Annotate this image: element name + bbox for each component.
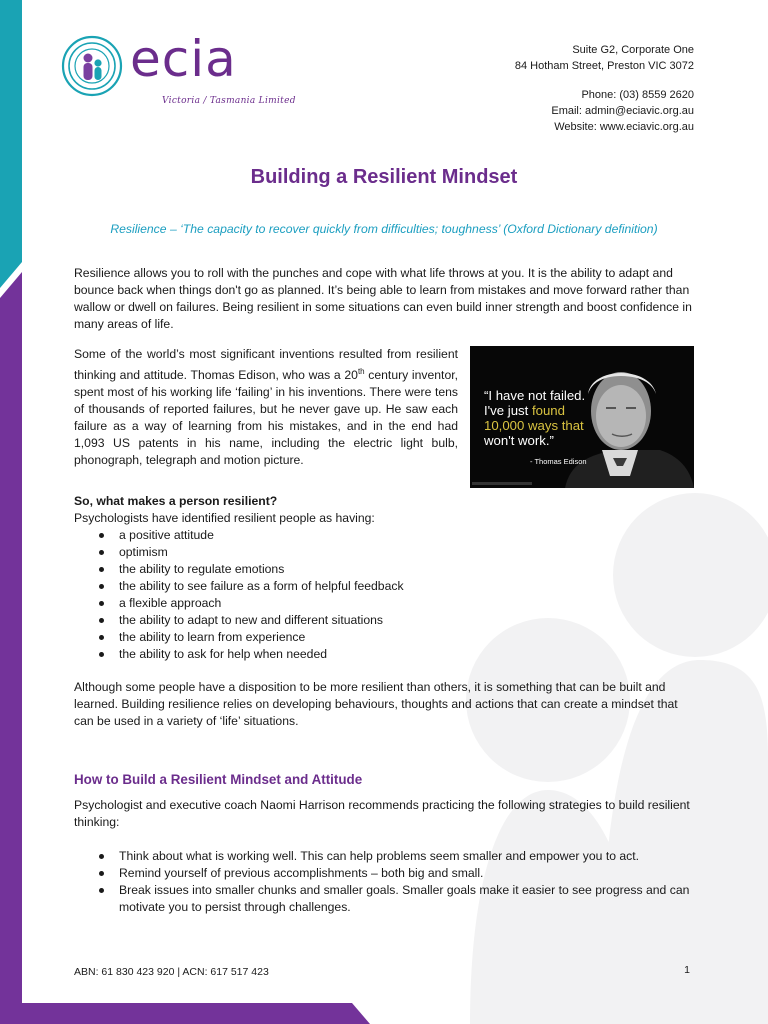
logo-subtitle: Victoria / Tasmania Limited (162, 96, 296, 106)
resilient-intro: Psychologists have identified resilient people as having: (74, 511, 375, 525)
quote-line-2 (484, 403, 604, 418)
edison-paragraph (74, 346, 458, 469)
quote-line-1: “I have not failed. (484, 388, 586, 403)
edison-text-sup: th (357, 367, 365, 376)
definition-line: Resilience – ‘The capacity to recover quickly from difficulties; toughness’ (Oxford Dictionary definition) (110, 222, 658, 236)
edison-text-part2: century inventor, spent most of his working life ‘failing’ in his inventions. There were tens of thousands of reported failures, but he never gave up. He saw each failure as a way of learning from his mistakes, and in the end had 1,093 US patents in his name, including the electric light bulb, phonograph, telegraph and motion picture. (74, 368, 458, 468)
contact-block (515, 42, 694, 135)
logo-wordmark: ecia (130, 30, 237, 88)
edison-text-part1: Some of the world’s most significant inventions resulted from resilient thinking and attitude. Thomas Edison, who was a 20 (74, 347, 458, 383)
page-title: Building a Resilient Mindset (250, 166, 518, 188)
list-item: Think about what is working well. This can help problems seem smaller and empower you to act. (74, 848, 696, 865)
footer-company-ids: ABN: 61 830 423 920 | ACN: 617 517 423 (74, 966, 269, 978)
list-item: the ability to adapt to new and different situations (74, 612, 696, 629)
intro-paragraph: Resilience allows you to roll with the punches and cope with what life throws at you. It is the ability to adapt and bounce back when things don't go as planned. It’s being able to learn from mistakes and move forward rather than wallow or dwell on failures. Being resilient in some situations can even build inner strength and boost confidence in many areas of life. (74, 266, 692, 331)
list-item: the ability to regulate emotions (74, 561, 696, 578)
address-line-1: Suite G2, Corporate One (572, 44, 694, 56)
how-intro-paragraph: Psychologist and executive coach Naomi Harrison recommends practicing the following strategies to build resilient thinking: (74, 798, 690, 829)
list-item: a positive attitude (74, 527, 696, 544)
list-item: the ability to see failure as a form of helpful feedback (74, 578, 696, 595)
strategies-list (74, 848, 696, 916)
list-item: a flexible approach (74, 595, 696, 612)
list-item: the ability to ask for help when needed (74, 646, 696, 663)
traits-list (74, 527, 696, 663)
ecia-logo (58, 30, 298, 114)
list-item: optimism (74, 544, 696, 561)
list-item: Remind yourself of previous accomplishments – both big and small. (74, 865, 696, 882)
quote-text (484, 388, 604, 448)
website-line[interactable]: Website: www.eciavic.org.au (554, 121, 694, 133)
logo-emblem-icon (58, 34, 138, 98)
resilient-heading: So, what makes a person resilient? (74, 494, 278, 508)
how-to-heading: How to Build a Resilient Mindset and Attitude (74, 772, 363, 787)
page-number: 1 (684, 964, 690, 976)
quote-line-4: won't work.” (484, 433, 554, 448)
list-item: Break issues into smaller chunks and smaller goals. Smaller goals make it easier to see progress and can motivate you to persist through challenges. (74, 882, 696, 916)
although-paragraph: Although some people have a disposition to be more resilient than others, it is something that can be built and learned. Building resilience relies on developing behaviours, thoughts and actions that can create a mindset that can be used in a variety of ‘life’ situations. (74, 680, 678, 728)
edison-quote-image (470, 346, 694, 488)
quote-line-2b: found (531, 403, 565, 418)
list-item: the ability to learn from experience (74, 629, 696, 646)
quote-line-3: 10,000 ways that (484, 418, 584, 433)
quote-attribution: - Thomas Edison (530, 457, 587, 466)
phone-line: Phone: (03) 8559 2620 (581, 89, 694, 101)
address-line-2: 84 Hotham Street, Preston VIC 3072 (514, 60, 694, 72)
email-line[interactable]: Email: admin@eciavic.org.au (551, 105, 694, 117)
quote-line-2a: I've just (484, 403, 532, 418)
